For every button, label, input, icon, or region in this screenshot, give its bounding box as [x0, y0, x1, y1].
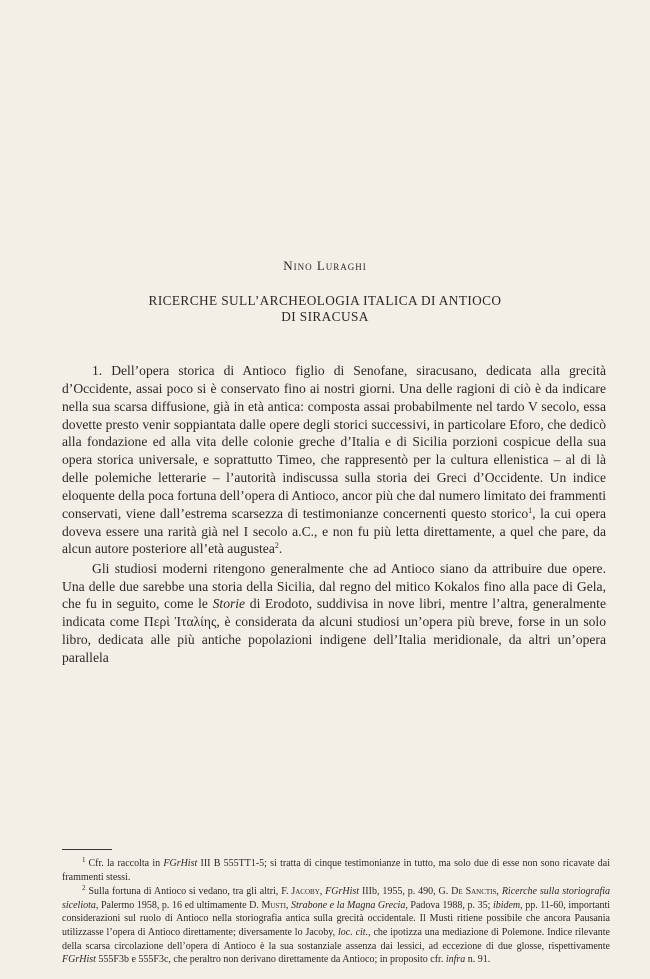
footnotes: [62, 857, 610, 968]
footnote-1-number: 1: [82, 856, 86, 864]
paragraph-2-text-b: di Erodoto, suddivisa in nove libri, mentre l’altra, generalmente indicata come Περὶ Ἰταλίης, è considerata da alcuni studiosi un’opera più breve, forse in un solo libro, dedicata alle più antiche popolazioni indigene dell’Italia meridionale, da altri un’opera parallela: [62, 596, 606, 665]
footnote-2-loc-cit: loc. cit.: [337, 926, 369, 938]
paragraph-2-text-a: Gli studiosi moderni ritengono generalmente che ad Antioco siano da attribuire due opere. Una delle due sarebbe una storia della Sicilia, dal regno del mitico Kokalos fino alla pace di Gela, che fu in seguito, come le: [62, 560, 606, 612]
footnote-2-text-h: , pp. 11-60, importanti considerazioni sul ruolo di Antioco nella storiografia antica sulla grecità occidentale. Il Musti ritiene possibile che ancora Pausania utilizzasse l’opera di Antioco direttamente; diversamente lo Jacoby,: [62, 899, 610, 938]
paragraph-2: [62, 560, 606, 667]
footnote-2: [62, 885, 610, 967]
footnote-2-text-f: ,: [285, 899, 291, 911]
paragraph-1-text-c: .: [278, 541, 283, 557]
author-name: Nino Luraghi: [283, 258, 367, 273]
paragraph-2-storie: Storie: [212, 596, 246, 612]
footnote-ref-1[interactable]: 1: [528, 505, 533, 515]
main-text: [62, 362, 606, 668]
footnote-2-text-c: IIIb, 1955, p. 490, G.: [359, 886, 452, 898]
footnote-2-text-i: , che ipotizza una mediazione di Polemone. Indice rilevante della scarsa circolazione dell’opera di Antioco è la sua sostanziale assenza dai lessici, ad eccezione di due glosse, rispettivamente: [62, 926, 610, 952]
footnote-2-strabone: Strabone e la Magna Grecia: [290, 899, 406, 911]
paragraph-1-text-a: 1. Dell’opera storica di Antioco figlio di Senofane, siracusano, dedicata alla grecità d’Occidente, assai poco si è conservato fino ai nostri giorni. Una delle ragioni di ciò è da indicare nella sua scarsa diffusione, già in età antica: composta assai probabilmente nel tardo V secolo, essa dovette presto venir soppiantata dalle opere degli storici successivi, in particolare Eforo, che dedicò alla fondazione ed alla vita delle colonie greche d’Italia e di Sicilia porzioni cospicue della sua opera storica universale, e soprattutto Timeo, che rappresentò per la cultura ellenistica – al di là delle polemiche letterarie – l’autorità indiscussa sulla storia dei Greci d’Occidente. Un indice eloquente della poca fortuna dell’opera di Antioco, ancor più che dal numero limitato dei frammenti conservati, viene dall’estrema scarsezza di testimonianze concernenti questo storico: [62, 363, 606, 521]
footnote-ref-2[interactable]: 2: [274, 541, 279, 551]
footnote-2-de-sanctis: De Sanctis: [451, 886, 497, 898]
footnote-2-text-a: Sulla fortuna di Antioco si vedano, tra gli altri, F.: [88, 886, 292, 898]
footnote-2-text-g: , Padova 1988, p. 35;: [405, 899, 493, 911]
footnote-2-text-e: , Palermo 1958, p. 16 ed ultimamente D.: [95, 899, 262, 911]
footnote-separator: [62, 849, 112, 850]
footnote-2-musti: Musti: [261, 899, 286, 911]
footnote-2-text-b: ,: [319, 886, 326, 898]
footnote-1-text-a: Cfr. la raccolta in: [88, 858, 164, 869]
footnote-2-infra: infra: [445, 954, 466, 966]
paragraph-1: [62, 362, 606, 558]
article-title: [60, 293, 590, 325]
footnote-2-ibidem: ibidem: [492, 899, 521, 911]
paragraph-1-text-b: , la cui opera doveva essere una rarità già nel I secolo a.C., e non fu più letta direttamente, a quel che pare, da alcun autore posteriore all’età augustea: [62, 505, 606, 557]
footnote-2-text-j: 555F3b e 555F3c, che peraltro non derivano direttamente da Antioco; in proposito cfr.: [95, 954, 446, 966]
title-line-1: RICERCHE SULL’ARCHEOLOGIA ITALICA DI ANTIOCO: [148, 293, 502, 308]
footnote-1-text-b: III B 555TT1-5; si tratta di cinque testimonianze in tutto, ma solo due di esse non sono ricavate dai frammenti stessi.: [62, 858, 610, 883]
footnote-2-ricerche: Ricerche sulla storiografia siceliota: [62, 886, 611, 911]
footnote-2-text-k: n. 91.: [465, 954, 491, 966]
footnote-2-number: 2: [82, 884, 86, 893]
footnote-2-fgrhist: FGrHist: [325, 886, 360, 898]
footnote-1: [62, 857, 610, 884]
footnote-2-text-d: ,: [496, 886, 502, 898]
footnote-1-fgrhist: FGrHist: [163, 858, 198, 869]
title-line-2: DI SIRACUSA: [281, 309, 369, 324]
footnote-2-jacoby: Jacoby: [291, 886, 320, 898]
footnote-2-fgrhist-2: FGrHist: [62, 954, 96, 966]
